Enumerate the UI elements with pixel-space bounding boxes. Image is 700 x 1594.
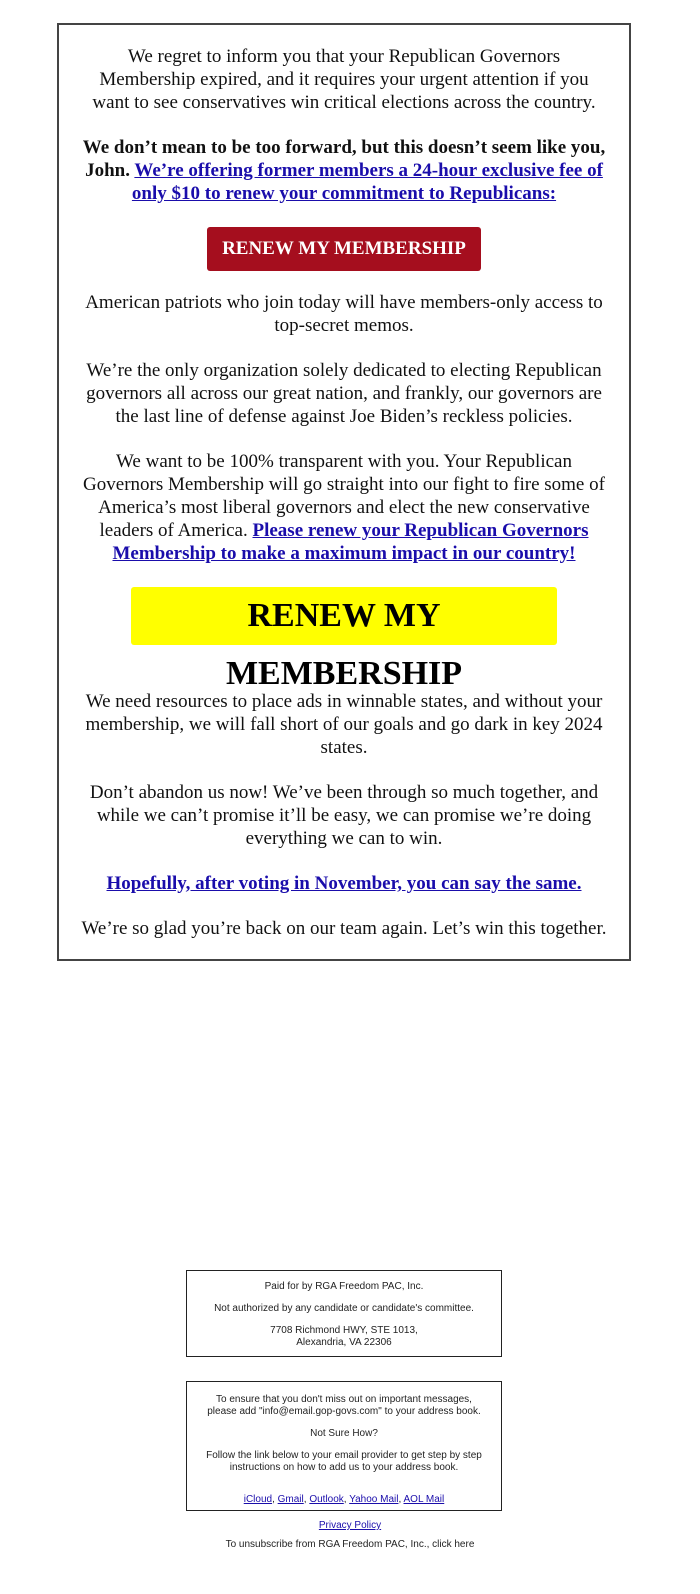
- provider-links: iCloud, Gmail, Outlook, Yahoo Mail, AOL Mail: [243, 1494, 445, 1505]
- renew-membership-big-button[interactable]: RENEW MY MEMBERSHIP: [131, 587, 557, 645]
- paragraph-dont-abandon: Don’t abandon us now! We’ve been through so much together, and while we can’t promise it’ll be easy, we can promise we’re doing everything we can to win.: [89, 782, 599, 849]
- provider-link-outlook[interactable]: Outlook: [309, 1494, 344, 1505]
- disclaimer-box: [186, 1270, 502, 1357]
- unsubscribe-text[interactable]: To unsubscribe from RGA Freedom PAC, Inc., click here: [225, 1539, 475, 1550]
- provider-link-gmail[interactable]: Gmail: [277, 1494, 304, 1505]
- renew-membership-button[interactable]: RENEW MY MEMBERSHIP: [207, 227, 481, 271]
- privacy-policy-link[interactable]: Privacy Policy: [318, 1520, 382, 1531]
- paragraph-expired: We regret to inform you that your Republican Governors Membership expired, and it requires your urgent attention if you want to see conservatives win critical elections across the country.: [92, 46, 596, 113]
- paragraph-glad: We’re so glad you’re back on our team again. Let’s win this together.: [81, 918, 607, 939]
- paragraph-offer: [81, 136, 607, 205]
- address-line-2: Alexandria, VA 22306: [296, 1337, 392, 1348]
- address-line-1: 7708 Richmond HWY, STE 1013,: [270, 1325, 418, 1336]
- hopefully-link[interactable]: Hopefully, after voting in November, you can say the same.: [106, 873, 582, 894]
- follow-text: Follow the link below to your email provider to get step by step instructions on how to add us to your address book.: [206, 1450, 482, 1473]
- renew-governors-link[interactable]: Please renew your Republican Governors Membership to make a maximum impact in our country!: [112, 520, 589, 564]
- offer-link[interactable]: We’re offering former members a 24-hour exclusive fee of only $10 to renew your commitment to Republicans:: [131, 160, 603, 204]
- mailing-address: [201, 1325, 487, 1349]
- provider-link-icloud[interactable]: iCloud: [243, 1494, 273, 1505]
- transparent-text: We want to be 100% transparent with you. Your Republican Governors Membership will go straight into our fight to fire some of America’s most liberal governors and elect the new conservative leaders of America.: [83, 451, 605, 541]
- provider-link-aol[interactable]: AOL Mail: [403, 1494, 445, 1505]
- paid-for-text: Paid for by RGA Freedom PAC, Inc.: [264, 1281, 424, 1292]
- unsubscribe-row: [0, 1539, 700, 1550]
- paragraph-hopefully: [81, 872, 607, 895]
- offer-bold-text: We don’t mean to be too forward, but this doesn’t seem like you, John.: [82, 137, 606, 181]
- provider-link-yahoo[interactable]: Yahoo Mail: [349, 1494, 399, 1505]
- paragraph-organization: We’re the only organization solely dedicated to electing Republican governors all across our great nation, and frankly, our governors are the last line of defense against Joe Biden’s reckless policies.: [86, 360, 602, 427]
- address-book-box: [186, 1381, 502, 1511]
- ensure-text: To ensure that you don't miss out on important messages, please add "info@email.gop-govs.com" to your address book.: [207, 1394, 481, 1417]
- paragraph-patriots: American patriots who join today will have members-only access to top-secret memos.: [85, 292, 603, 336]
- paragraph-transparent: [81, 450, 607, 565]
- privacy-policy-row: [0, 1520, 700, 1531]
- not-sure-text: Not Sure How?: [310, 1428, 378, 1439]
- email-body: [57, 23, 631, 961]
- not-authorized-text: Not authorized by any candidate or candidate's committee.: [214, 1303, 474, 1314]
- paragraph-resources: We need resources to place ads in winnable states, and without your membership, we will fall short of our goals and go dark in key 2024 states.: [85, 691, 603, 758]
